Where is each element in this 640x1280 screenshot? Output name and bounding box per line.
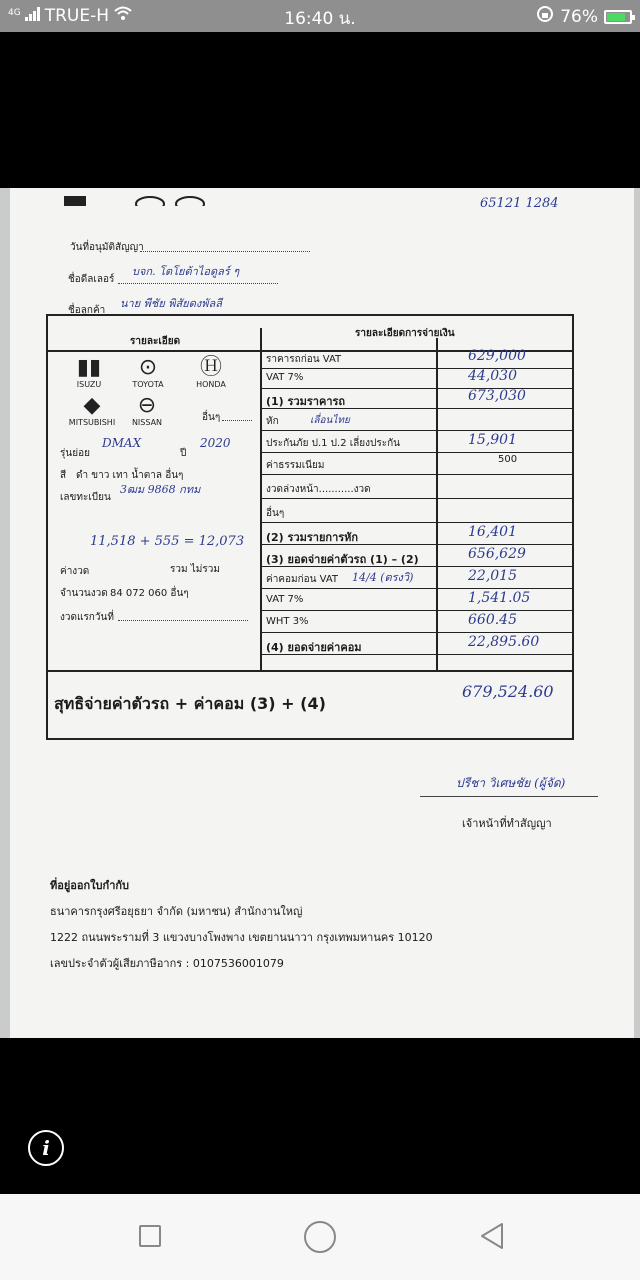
paper-sheet (10, 188, 634, 1038)
dealer-label: ชื่อดีลเลอร์ (68, 274, 115, 285)
clock: 16:40 น. (284, 9, 356, 29)
term-label: จำนวนงวด (60, 588, 108, 599)
payment-row-label: (2) รวมรายการหัก (266, 531, 359, 544)
deduct-note: เลื่อนไทย (310, 415, 350, 426)
payment-row-label: (1) รวมราคารถ (266, 395, 346, 408)
net-total-label: สุทธิจ่ายค่าตัวรถ + ค่าคอม (3) + (4) (54, 694, 326, 713)
issuer-title: ที่อยู่ออกใบกำกับ (50, 879, 130, 892)
row-rule (260, 610, 574, 611)
row-rule (260, 522, 574, 523)
battery-icon (604, 10, 632, 24)
installment-value: 11,518 + 555 = 12,073 (90, 534, 245, 549)
year-label: ปี (180, 448, 187, 459)
row-rule (260, 498, 574, 499)
row-rule (260, 632, 574, 633)
nissan-logo: ⊖ NISSAN (131, 393, 163, 427)
model-value: DMAX (102, 436, 142, 450)
first-due-line (118, 620, 248, 621)
payment-row-label: (4) ยอดจ่ายค่าคอม (266, 641, 362, 654)
signature-line (420, 796, 598, 797)
viewer-background-bottom (0, 1038, 640, 1194)
dealer-value: บจก. โตโยต้าไอดูลร์ ๆ (132, 265, 240, 278)
installment-suffix: รวม ไม่รวม (170, 564, 220, 575)
rotation-lock-icon (536, 5, 554, 28)
payment-row-label: ค่าธรรมเนียม (266, 460, 325, 471)
battery-percent: 76% (560, 6, 598, 27)
other-brand-label: อื่นๆ (202, 412, 221, 423)
payment-row-label: งวดล่วงหน้า...........งวด (266, 484, 371, 495)
carrier-name: TRUE-H (44, 5, 110, 26)
viewer-background-top (0, 32, 640, 188)
right-header: รายละเอียดการจ่ายเงิน (355, 328, 455, 339)
term-options: 84 072 060 อื่นๆ (110, 588, 189, 599)
issuer-name: ธนาคารกรุงศรีอยุธยา จำกัด (มหาชน) สำนักงานใหญ่ (50, 905, 303, 918)
row-rule (260, 588, 574, 589)
year-value: 2020 (200, 436, 231, 450)
network-badge: 4G (8, 8, 21, 18)
row-rule (260, 474, 574, 475)
payment-row-value: 656,629 (468, 546, 526, 562)
payment-row-label: WHT 3% (266, 616, 309, 627)
plate-value: 3ฒม 9868 กทม (120, 483, 201, 496)
payment-row-value: 22,015 (468, 568, 517, 584)
row-rule (260, 368, 574, 369)
reference-number: 65121 1284 (480, 196, 559, 211)
payment-row-label: (3) ยอดจ่ายค่าตัวรถ (1) – (2) (266, 553, 419, 566)
toyota-logo: ⊙ TOYOTA (132, 355, 164, 389)
dealer-line (118, 283, 278, 284)
document-photo[interactable] (0, 188, 640, 1038)
header-logos-cut (50, 192, 230, 206)
info-icon[interactable]: i (28, 1130, 64, 1166)
payment-row-value: 16,401 (468, 524, 517, 540)
installment-label: ค่างวด (60, 566, 90, 577)
tax-id: เลขประจำตัวผู้เสียภาษีอากร : 0107536001079 (50, 957, 284, 970)
home-button[interactable] (304, 1221, 336, 1253)
status-bar (0, 0, 640, 32)
plate-label: เลขทะเบียน (60, 492, 111, 503)
payment-row-value: 44,030 (468, 368, 517, 384)
model-label: รุ่นย่อย (60, 448, 90, 459)
payment-row-value: 1,541.05 (468, 590, 531, 606)
color-label: สี (60, 470, 67, 481)
other-brand-line (222, 420, 252, 421)
row-rule (260, 452, 574, 453)
officer-signature: ปรีชา วิเศษชัย (ผู้จัด) (456, 776, 566, 790)
color-options: ดำ ขาว เทา น้ำตาล อื่นๆ (76, 470, 184, 481)
approval-date-label: วันที่อนุมัติสัญญา (70, 242, 144, 253)
payment-row-label: ประกันภัย ป.1 ป.2 เลี่ยงประกัน (266, 438, 401, 449)
row-rule (260, 430, 574, 431)
commission-note: 14/4 (ตรงวิ) (352, 571, 414, 584)
payment-row-value: 629,000 (468, 348, 526, 364)
officer-label: เจ้าหน้าที่ทำสัญญา (462, 817, 552, 830)
back-button[interactable] (478, 1221, 506, 1251)
payment-row-label: ราคารถก่อน VAT (266, 354, 342, 365)
payment-row-label: VAT 7% (266, 594, 304, 605)
table-divider (260, 328, 262, 672)
net-total-value: 679,524.60 (462, 682, 554, 701)
left-header: รายละเอียด (130, 336, 181, 347)
navigation-bar (0, 1194, 640, 1280)
mitsubishi-logo: ◆ MITSUBISHI (68, 393, 116, 427)
payment-row-label: หัก (266, 416, 279, 427)
payment-row-value: 15,901 (468, 432, 517, 448)
payment-row-value: 22,895.60 (468, 634, 540, 650)
honda-logo: Ⓗ HONDA (196, 355, 226, 389)
payment-row-label: ค่าคอมก่อน VAT (266, 574, 339, 585)
isuzu-logo: ▮▮ ISUZU (76, 355, 102, 389)
payment-row-value: 673,030 (468, 388, 526, 404)
customer-label: ชื่อลูกค้า (68, 305, 106, 316)
issuer-address: 1222 ถนนพระรามที่ 3 แขวงบางโพงพาง เขตยานนาวา กรุงเทพมหานคร 10120 (50, 931, 433, 944)
payment-row-value: 660.45 (468, 612, 517, 628)
payment-row-label: อื่นๆ (266, 508, 285, 519)
payment-row-value: 500 (498, 454, 518, 465)
net-rule (46, 670, 574, 672)
approval-date-line (140, 251, 310, 252)
row-rule (260, 388, 574, 389)
first-due-label: งวดแรกวันที่ (60, 612, 114, 623)
payment-row-label: VAT 7% (266, 372, 304, 383)
recents-button[interactable] (139, 1225, 161, 1247)
customer-value: นาย พีชัย พิสัยดงพัลลี (120, 297, 222, 310)
